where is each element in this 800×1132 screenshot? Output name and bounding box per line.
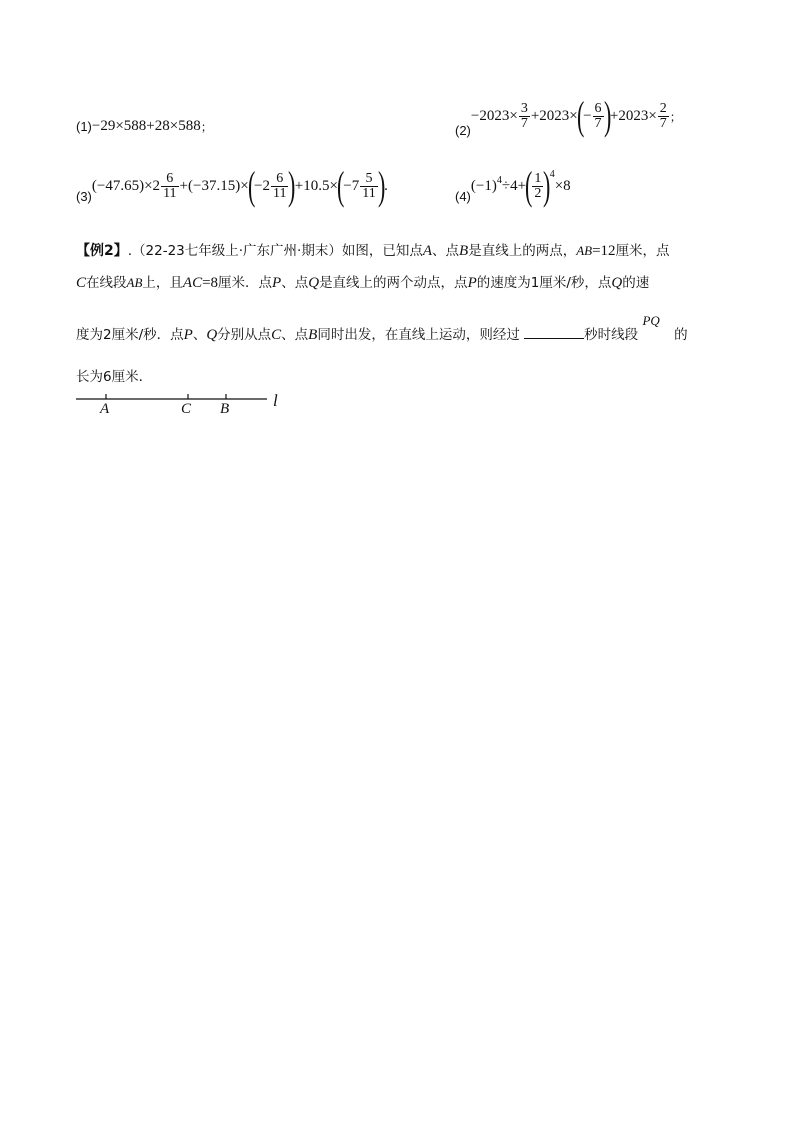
point-a-label: A (100, 401, 110, 417)
example-2-line-3: 度为2厘米/秒．点P、Q分别从点C、点B同时出发，在直线上运动，则经过 秒时线段 PQ 的 (76, 313, 688, 343)
problem-4-exponent-1: 4 (496, 174, 502, 186)
right-paren-icon: ) (603, 93, 611, 138)
problem-2-label: (2) (455, 122, 471, 138)
problem-2-fraction-3: $\frac{2}{7}$ (659, 100, 667, 131)
line-l-label: l (273, 391, 278, 410)
problem-3-fraction-3: $\frac{5}{11}$ (362, 170, 376, 201)
problem-2-neg: − (583, 107, 592, 124)
answer-blank[interactable] (524, 326, 584, 339)
left-paren-icon: ( (576, 93, 585, 138)
problem-4-label: (4) (455, 188, 471, 204)
left-paren-icon: ( (336, 163, 345, 208)
problem-2-mid-2: +2023× (609, 107, 657, 124)
problem-3-fraction-2: $\frac{6}{11}$ (272, 170, 287, 201)
problem-3-label: (3) (76, 188, 92, 204)
problem-4-part-a: (−1) (470, 177, 497, 194)
example-2-line-1: 【例2】.（22-23七年级上·广东广州·期末）如图，已知点A、点B是直线上的两点，AB=12厘米，点 (76, 243, 670, 259)
problem-4-fraction: $\frac{1}{2}$ (534, 170, 542, 201)
left-paren-icon: ( (525, 163, 533, 208)
left-paren-icon: ( (247, 163, 256, 208)
right-paren-icon: ) (288, 163, 296, 208)
problem-3-part-d: +10.5× (294, 177, 338, 194)
example-2-line-2: C在线段AB上，且AC=8厘米．点P、点Q是直线上的两个动点，点P的速度为1厘米/秒，点Q的速 (76, 275, 650, 291)
problem-1 (76, 118, 213, 135)
problem-2-fraction-2: $\frac{6}{7}$ (594, 100, 602, 131)
point-c-label: C (181, 401, 192, 417)
problem-3-fraction-1: $\frac{6}{11}$ (163, 170, 177, 201)
segment-pq: PQ (642, 313, 660, 328)
segment-ab: AB (576, 243, 593, 258)
problem-4-part-b: ÷4+ (501, 177, 527, 194)
problem-2-fraction-1: $\frac{3}{7}$ (520, 100, 528, 131)
problem-1-label: (1) (76, 119, 92, 134)
problem-3-part-a: (−47.65)×2 (91, 177, 161, 194)
problem-4 (455, 163, 571, 208)
problem-2-mid-1: +2023× (530, 107, 578, 124)
problem-3-part-b: +(−37.15)× (179, 177, 249, 194)
problem-3-end: . (384, 177, 388, 194)
problem-4-exponent-2: 4 (549, 168, 555, 180)
segment-ac: AC (182, 275, 203, 291)
problem-2-lead: −2023× (470, 107, 518, 124)
right-paren-icon: ) (377, 163, 386, 208)
problem-1-end: ； (200, 120, 213, 134)
problem-3-part-e: −7 (343, 177, 360, 194)
example-2-line-4: 长为6厘米． (76, 369, 153, 385)
right-paren-icon: ) (543, 163, 551, 208)
problem-3 (76, 163, 388, 208)
example-tag: 【例2】 (76, 243, 128, 259)
problem-3-part-c: −2 (254, 177, 270, 194)
problem-4-part-c: ×8 (554, 177, 571, 194)
point-b-label: B (220, 401, 230, 417)
problem-1-expression: −29×588+28×588 (91, 118, 201, 134)
problem-2-end: ； (669, 109, 682, 124)
problem-2 (455, 93, 682, 138)
